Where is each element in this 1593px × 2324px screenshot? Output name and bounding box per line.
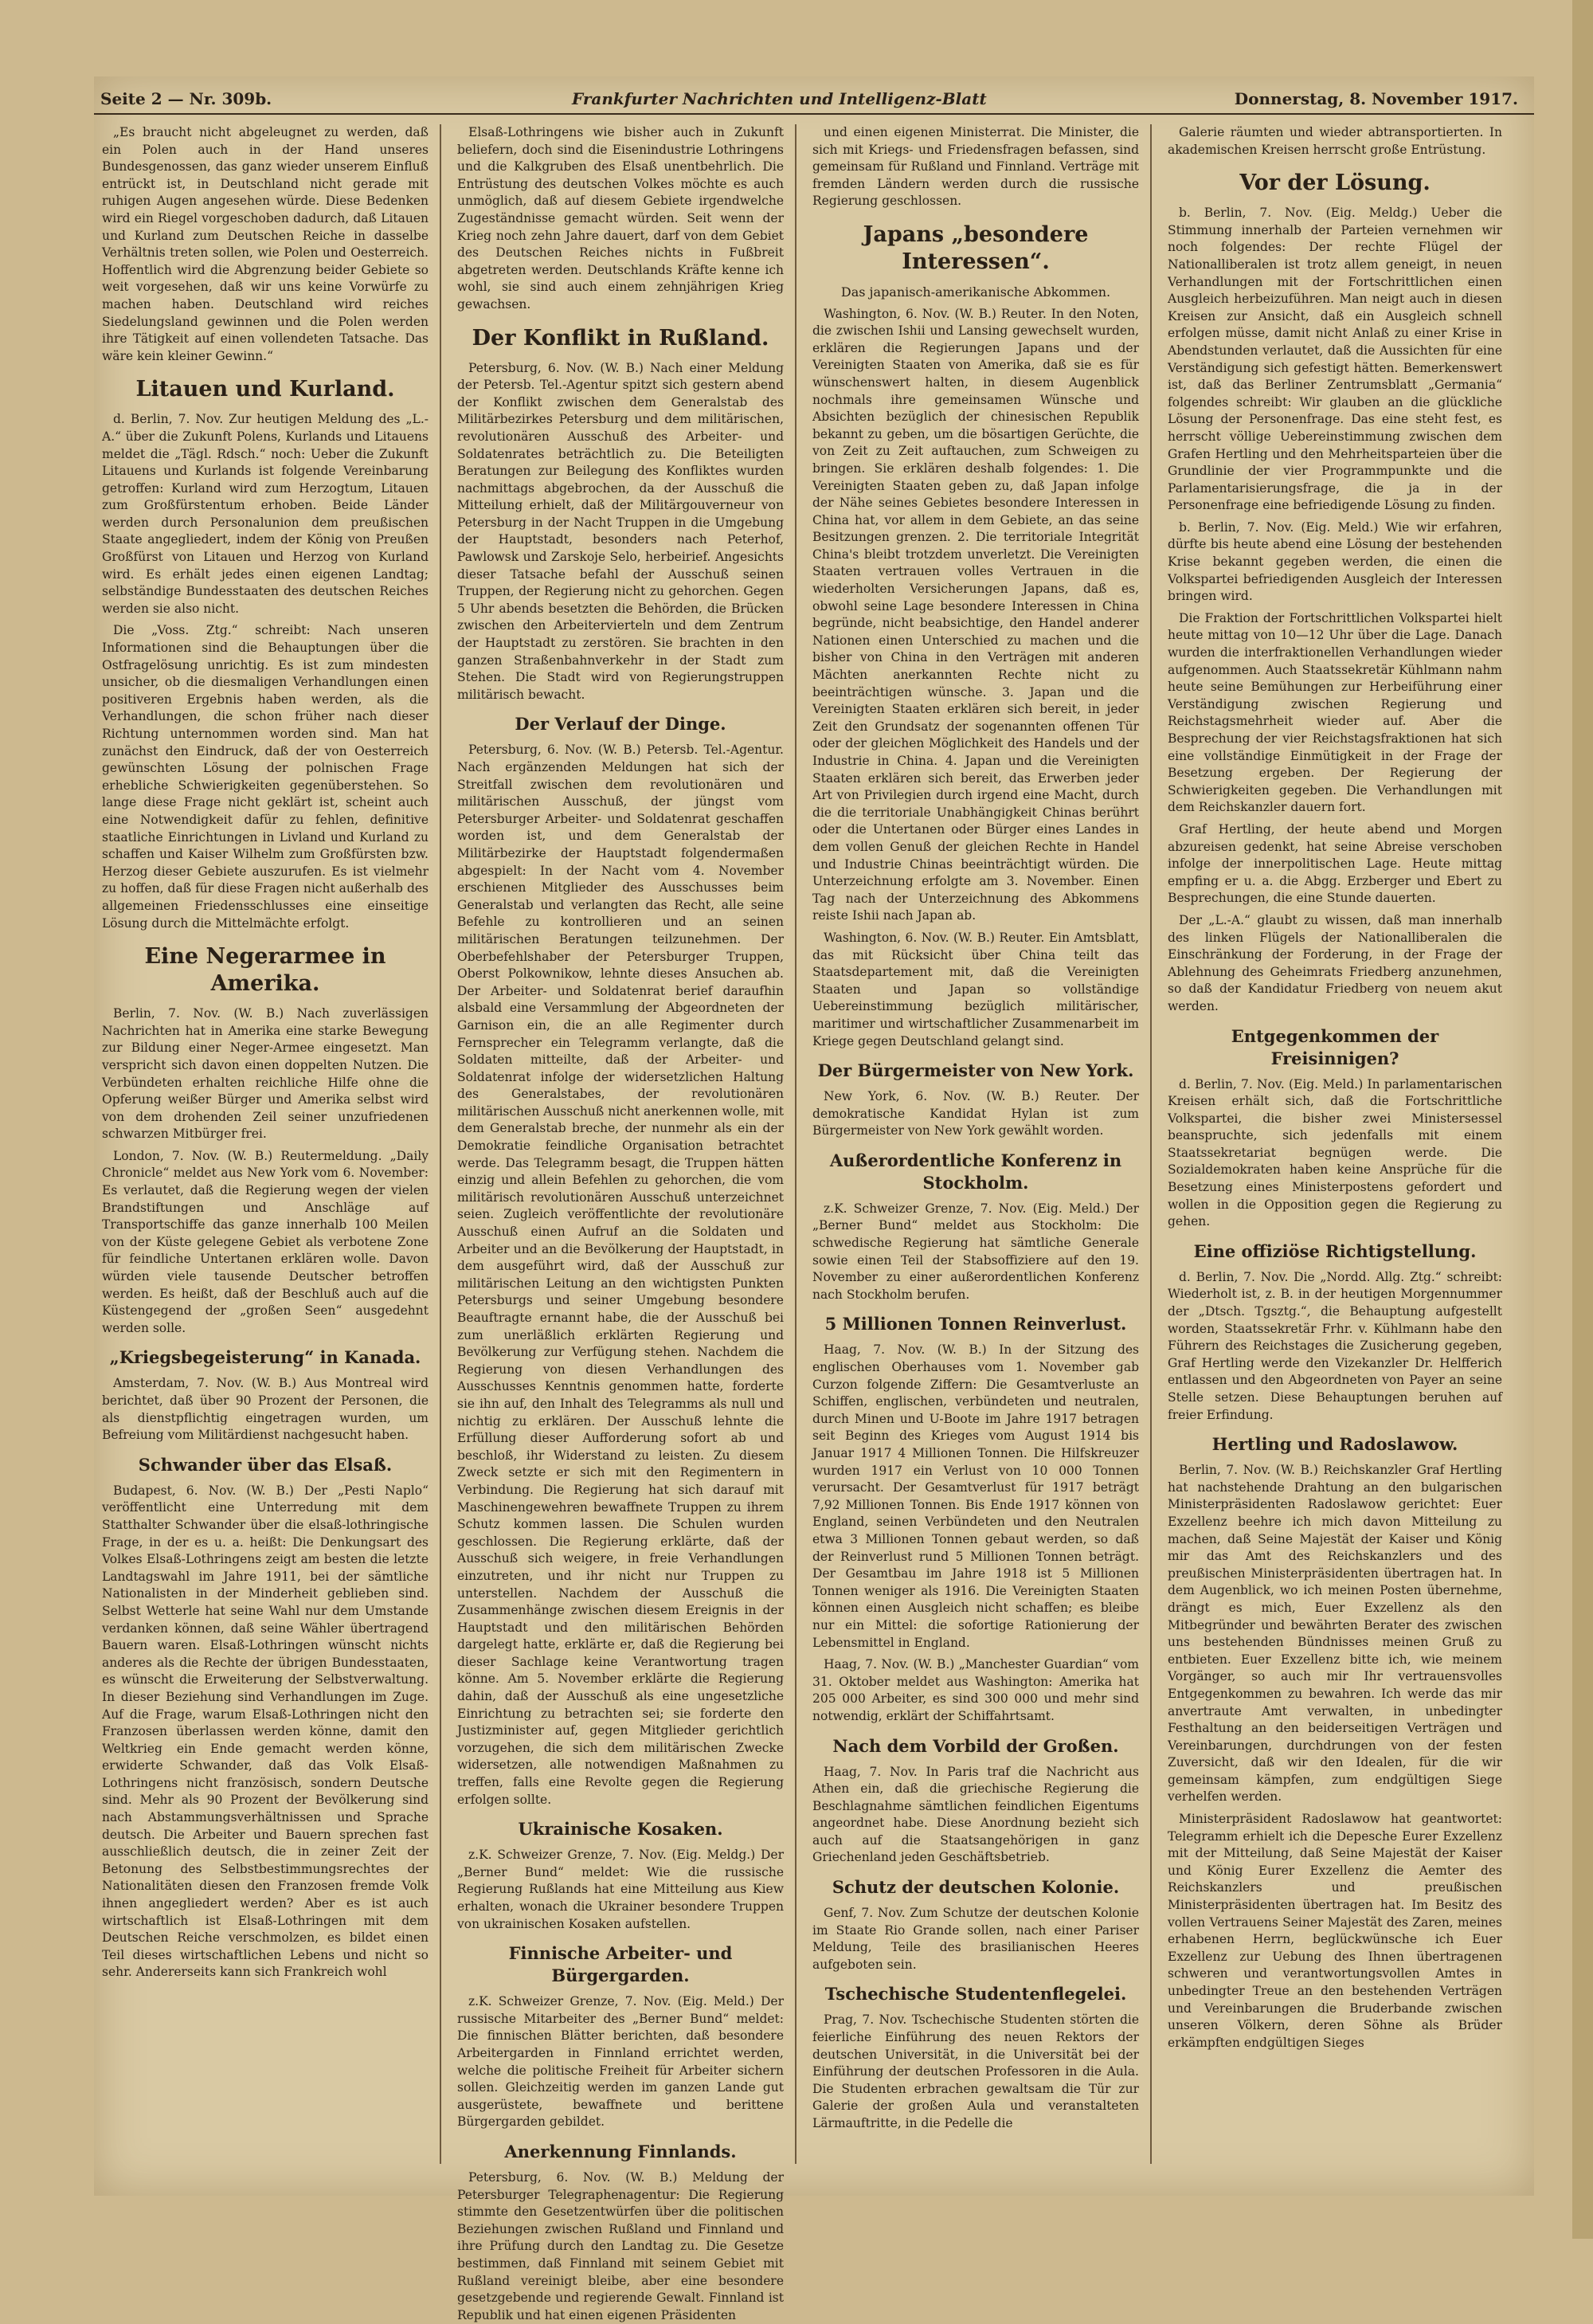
column-rule bbox=[795, 124, 796, 2164]
article-text: Graf Hertling, der heute abend und Morgen abzureisen gedenkt, hat seine Abreise verschoben infolge der innerpolitischen Lage. Heute mittag empfing er u. a. die Abgg. Erzberger und Ebert zu Besprechungen, die eine Stunde dauerten. bbox=[1168, 821, 1502, 906]
headline-japan: Japans „besondere Interessen“. bbox=[863, 221, 1089, 274]
headline-hertling: Hertling und Radoslawow. bbox=[1211, 1434, 1458, 1455]
column-2 bbox=[457, 124, 784, 2322]
article-text: Amsterdam, 7. Nov. (W. B.) Aus Montreal wird berichtet, daß über 90 Prozent der Personen, die als dienstpflichtig eingetragen wurden, um Befreiung vom Militärdienst nachgesucht haben. bbox=[102, 1376, 429, 1443]
page-number: Seite 2 — Nr. 309b. bbox=[100, 89, 272, 108]
headline-konflikt: Der Konflikt in Rußland. bbox=[472, 325, 769, 351]
article-text: Ministerpräsident Radoslawow hat geantwortet: Telegramm erhielt ich die Depesche Eurer Exzellenz mit der Mitteilung, daß Seine Majestät der Kaiser und König Eurer Exzellenz die Aemter des Reichskanzlers und preußischen Ministerpräsidenten übertragen hat. Im Besitz des vollen Vertrauens Seiner Majestät des Zaren, meines erhabenen Herrn, beglückwünsche ich Euer Exzellenz zur Uebung des Ihnen übertragenen schweren und verantwortungsvollen Amtes in unbedingter Treue an den bestehenden Verträgen und Vereinbarungen die Bruderbande zwischen unseren Völkern, deren Söhne als Brüder erkämpften endgültigen Sieges bbox=[1168, 1812, 1502, 2050]
article-text: Galerie räumten und wieder abtransportierten. In akademischen Kreisen herrscht große Entrüstung. bbox=[1168, 125, 1502, 157]
column-1 bbox=[102, 124, 429, 2180]
masthead-title: Frankfurter Nachrichten und Intelligenz-Blatt bbox=[572, 89, 987, 108]
headline-tonnen: 5 Millionen Tonnen Reinverlust. bbox=[824, 1314, 1127, 1334]
article-text: z.K. Schweizer Grenze, 7. Nov. (Eig. Meldg.) Der „Berner Bund“ meldet: Wie die russische Regierung Rußlands hat eine Mitteilung aus Kiew erhalten, wonach die Ukrainer besondere Truppen von ukrainischen Kosaken aufstellen. bbox=[457, 1848, 784, 1931]
running-header bbox=[94, 84, 1534, 115]
headline-schutz: Schutz der deutschen Kolonie. bbox=[832, 1877, 1120, 1898]
issue-date: Donnerstag, 8. November 1917. bbox=[1234, 89, 1518, 108]
article-text: b. Berlin, 7. Nov. (Eig. Meldg.) Ueber die Stimmung innerhalb der Parteien vernehmen wir noch folgendes: Der rechte Flügel der Nationalliberalen ist trotz allem geneigt, in neuen Verhandlungen mit der Fortschrittlichen einen Ausgleich herbeizuführen. Man neigt auch in diesen Kreisen zur Ansicht, daß ein Ausgleich schnell erfolgen müsse, damit nicht Anlaß zu einer Krise in Abendstunden verlautet, daß die Aussichten für eine Verständigung sich gefestigt hätten. Bemerkenswert ist, daß das Berliner Zentrumsblatt „Germania“ folgendes schreibt: Wir glauben an die glückliche Lösung der Personenfrage. Das eine steht fest, es herrscht völlige Uebereinstimmung zwischen dem Grafen Hertling und den Mehrheitsparteien über die Grundlinie der vier Programmpunkte und die Parlamentarisierungsfrage, die ja in der Personenfrage eine befriedigende Lösung zu finden. bbox=[1168, 206, 1502, 513]
article-text: Haag, 7. Nov. (W. B.) In der Sitzung des englischen Oberhauses vom 1. November gab Curzon folgende Ziffern: Die Gesamtverluste an Schiffen, englischen, verbündeten und neutralen, durch Minen und U-Boote im Jahre 1917 betragen seit Beginn des Krieges vom August 1914 bis Januar 1917 4 Millionen Tonnen. Die Hilfskreuzer wurden 1917 ein Verlust von 10 000 Tonnen verursacht. Der Gesamtverlust für 1917 beträgt 7,92 Millionen Tonnen. Bis Ende 1917 können von England, seinen Verbündeten und den Neutralen etwa 3 Millionen Tonnen gebaut werden, so daß der Reinverlust rund 5 Millionen Tonnen beträgt. Der Gesamtbau im Jahre 1918 ist 5 Millionen Tonnen weniger als 1916. Die Vereinigten Staaten können einen Ausgleich nicht schaffen; es bleibe nur ein Mittel: die sofortige Rationierung der Lebensmittel in England. bbox=[812, 1342, 1139, 1650]
article-text: b. Berlin, 7. Nov. (Eig. Meld.) Wie wir erfahren, dürfte bis heute abend eine Lösung der bestehenden Krise bekannt gegeben werden, die einen die Volkspartei befriedigenden Ausgleich der Interessen bringen wird. bbox=[1168, 519, 1502, 604]
headline-finnland-garden: Finnische Arbeiter- und Bürgergarden. bbox=[508, 1943, 733, 1986]
subheadline-japan: Das japanisch-amerikanische Abkommen. bbox=[840, 284, 1111, 300]
article-text: Petersburg, 6. Nov. (W. B.) Petersb. Tel.-Agentur. Nach ergänzenden Meldungen hat sich der Streitfall zwischen dem revolutionären und militärischen Ausschuß, der jüngst vom Petersburger Arbeiter- und Soldatenrat geschaffen worden ist, und dem Generalstab der Militärbezirke der Hauptstadt folgendermaßen abgespielt: In der Nacht vom 4. November erschienen Mitglieder des Ausschusses beim Generalstab und verlangten das Recht, alle seine Befehle zu kontrollieren und an seinen militärischen Beratungen teilzunehmen. Der Oberbefehlshaber der Petersburger Truppen, Oberst Polkownikow, lehnte dieses Ansuchen ab. Der Arbeiter- und Soldatenrat berief daraufhin alsbald eine Versammlung der Abgeordneten der Garnison ein, die an alle Regimenter durch Fernsprecher ein Telegramm verlangte, daß die Soldaten mitteilte, daß der Arbeiter- und Soldatenrat infolge der widersetzlichen Haltung des Generalstabes, der revolutionären militärischen Ausschuß nicht anerkennen wolle, mit dem Generalstab breche, der nunmehr als ein der Demokratie feindliche Organisation betrachtet werde. Das Telegramm besagt, die Truppen hätten einzig und allein Befehlen zu gehorchen, die vom militärisch revolutionären Ausschuß unterzeichnet seien. Zugleich veröffentlichte der revolutionäre Ausschuß einen Aufruf an die Soldaten und Arbeiter und an die Bevölkerung der Hauptstadt, in dem ausgeführt wird, daß der Ausschuß zur militärischen Leitung an den wichtigsten Punkten Petersburgs und seiner Umgebung besondere Beauftragte ernannt habe, die der Ausschuß bei zum unerläßlich erklärten Regierung und Bevölkerung zur Verfügung stehen. Nachdem die Regierung von diesen Verhandlungen des Ausschusses Kenntnis genommen hatte, forderte sie ihn auf, den Inhalt des Telegramms als null und nichtig zu erklären. Der Ausschuß lehnte die Erfüllung dieser Aufforderung sofort ab und beschloß, ihr Widerstand zu leisten. Zu diesem Zweck setzte er sich mit den Regimentern in Verbindung. Die Regierung hat sich darauf mit Maschinengewehren bewaffnete Truppen zu ihrem Schutz kommen lassen. Die Schulen wurden geschlossen. Die Regierung erklärte, daß der Ausschuß sich weigere, in freie Verhandlungen einzutreten, und ihr nicht nur Truppen zu unterstellen. Nachdem der Ausschuß die Zusammenhänge zwischen diesem Ereignis in der Hauptstadt und den militärischen Behörden dargelegt hatte, erklärte er, daß die Regierung bei dieser Sachlage keine Verantwortung tragen könne. Am 5. November erklärte die Regierung dahin, daß der Ausschuß als eine ungesetzliche Einrichtung zu betrachten sei; sie forderte den Justizminister auf, gegen Mitglieder gerichtlich vorzugehen, die sich dem militärischen Zwecke widersetzen, alle notwendigen Maßnahmen zu treffen, falls eine Revolte gegen die Regierung erfolgen sollte. bbox=[457, 743, 784, 1807]
article-text: z.K. Schweizer Grenze, 7. Nov. (Eig. Meld.) Der „Berner Bund“ meldet aus Stockholm: Die schwedische Regierung hat sämtliche Generale sowie einen Teil der Stabsoffiziere auf den 19. November zu einer außerordentlichen Konferenz nach Stockholm berufen. bbox=[812, 1201, 1139, 1302]
article-text: Haag, 7. Nov. (W. B.) „Manchester Guardian“ vom 31. Oktober meldet aus Washington: Amerika hat 205 000 Arbeiter, es sind 300 000 und mehr sind notwendig, erklärt der Schiffahrtsamt. bbox=[812, 1657, 1139, 1723]
headline-negerarmee: Eine Negerarmee in Amerika. bbox=[144, 944, 386, 997]
article-text: d. Berlin, 7. Nov. Zur heutigen Meldung des „L.-A.“ über die Zukunft Polens, Kurlands und Litauens meldet die „Tägl. Rdsch.“ noch: Ueber die Zukunft Litauens und Kurlands ist folgende Vereinbarung getroffen: Kurland wird zum Herzogtum, Litauen zum Großfürstentum erhoben. Beide Länder werden durch Personalunion dem preußischen Staate angegliedert, indem der König von Preußen Großfürst von Litauen und Herzog von Kurland wird. Es erhält jedes einen eigenen Landtag; selbständige Bundesstaaten des deutschen Reiches werden sie also nicht. bbox=[102, 412, 429, 616]
column-3 bbox=[812, 124, 1139, 2180]
article-text: Haag, 7. Nov. In Paris traf die Nachricht aus Athen ein, daß die griechische Regierung die Beschlagnahme sämtlichen feindlichen Eigentums angeordnet habe. Diese Anordnung bezieht sich auch auf die Staatsangehörigen in ganz Griechenland jeden Geschäftsbetrieb. bbox=[812, 1764, 1139, 1865]
newspaper-page bbox=[94, 76, 1534, 2322]
column-rule bbox=[440, 124, 441, 2164]
headline-verlauf: Der Verlauf der Dinge. bbox=[515, 714, 726, 735]
column-4 bbox=[1168, 124, 1502, 2180]
article-text: Genf, 7. Nov. Zum Schutze der deutschen Kolonie im Staate Rio Grande sollen, nach einer Pariser Meldung, Teile des brasilianischen Heeres aufgeboten sein. bbox=[812, 1906, 1139, 1972]
article-text: z.K. Schweizer Grenze, 7. Nov. (Eig. Meld.) Der russische Mitarbeiter des „Berner Bund“ meldet: Die finnischen Blätter berichten, daß besondere Arbeitergarden in Finnland errichtet werden, welche die politische Freiheit für Arbeiter sichern sollen. Gleichzeitig werden im ganzen Lande gut ausgerüstete, bewaffnete und berittene Bürgergarden gebildet. bbox=[457, 1994, 784, 2130]
article-text: Petersburg, 6. Nov. (W. B.) Nach einer Meldung der Petersb. Tel.-Agentur spitzt sich gestern abend der Konflikt zwischen dem Generalstab des Militärbezirkes Petersburg und dem militärischen, revolutionären Ausschuß des Arbeiter- und Soldatenrates beträchtlich zu. Die Beteiligten Beratungen zur Beilegung des Konfliktes wurden nachmittags abgebrochen, da der Ausschuß die Mitteilung erhielt, daß der Militärgouverneur von Petersburg in der Nacht Truppen in die Umgebung der Hauptstadt, besonders nach Peterhof, Pawlowsk und Zarskoje Selo, herbeirief. Angesichts dieser Tatsache befahl der Ausschuß seinen Truppen, der Regierung nicht zu gehorchen. Gegen 5 Uhr abends besetzten die Behörden, die Brücken zwischen den Arbeitervierteln und dem Zentrum der Hauptstadt zu zerstören. Sie brachten in den ganzen Straßenbahnverkehr in der Stadt zum Stehen. Die Stadt wird von Regierungstruppen militärisch bewacht. bbox=[457, 360, 784, 702]
article-text: Berlin, 7. Nov. (W. B.) Nach zuverlässigen Nachrichten hat in Amerika eine starke Bewegung zur Bildung einer Neger-Armee eingesetzt. Man verspricht sich davon einen doppelten Nutzen. Die Verbündeten erhalten reichliche Hilfe ohne die Opferung weißer Bürger und Amerika selbst wird von dem drohenden Zeil seiner unzufriedenen schwarzen Mitbürger frei. bbox=[102, 1006, 429, 1142]
headline-litauen: Litauen und Kurland. bbox=[135, 377, 395, 402]
article-text: Petersburg, 6. Nov. (W. B.) Meldung der Petersburger Telegraphenagentur: Die Regierung stimmte den Gesetzentwürfen über die politischen Beziehungen zwischen Rußland und Finnland und ihre Prüfung durch den Landtag zu. Die Gesetze bestimmen, daß Finnland mit seinem Gebiet mit Rußland vereinigt bleibe, aber eine besondere gesetzgebende und regierende Gewalt. Finnland ist Republik und hat einen eigenen Präsidenten bbox=[457, 2169, 784, 2322]
headline-schwander: Schwander über das Elsaß. bbox=[138, 1454, 393, 1475]
headline-ukraine: Ukrainische Kosaken. bbox=[518, 1819, 723, 1840]
article-text: Prag, 7. Nov. Tschechische Studenten störten die feierliche Einführung des neuen Rektors der deutschen Universität, in die Universität bei der Einführung der deutschen Professoren in die Aula. Die Studenten erbrachen gewaltsam die Tür zur Galerie der großen Aula und veranstalteten Lärmauftritte, in die Pedelle die bbox=[812, 2012, 1139, 2130]
binding-edge bbox=[1572, 0, 1593, 2239]
headline-freisinnige: Entgegenkommen der Freisinnigen? bbox=[1231, 1025, 1439, 1068]
article-text: Elsaß-Lothringens wie bisher auch in Zukunft beliefern, doch sind die Eisenindustrie Lothringens und die Kalkgruben des Elsaß unentbehrlich. Die Entrüstung des deutschen Volkes möchte es auch unmöglich, daß auf diesem Gebiete irgendwelche Zugeständnisse gemacht würden. Seit wenn der Krieg noch zehn Jahre dauert, darf von dem Gebiet des Deutschen Reiches nichts in Fußbreit abgetreten werden. Deutschlands Kräfte kenne ich wohl, sie sind auch einem zehnjährigen Krieg gewachsen. bbox=[457, 125, 784, 312]
article-text: Washington, 6. Nov. (W. B.) Reuter. Ein Amtsblatt, das mit Rücksicht über China teilt das Staatsdepartement mit, daß die Vereinigten Staaten und Japan so vollständige Uebereinstimmung bezüglich militärischer, maritimer und wirtschaftlicher Zusammenarbeit im Kriege gegen Deutschland gelangt sind. bbox=[812, 930, 1139, 1048]
article-text: „Es braucht nicht abgeleugnet zu werden, daß ein Polen auch in der Hand unseres Bundesgenossen, das ganz wieder unserem Einfluß entrückt ist, in Deutschland nicht gerade mit ruhigen Augen angesehen würde. Diese Bedenken wird ein Riegel vorgeschoben dadurch, daß Litauen und Kurland zum Deutschen Reiche in dasselbe Verhältnis treten sollen, wie Polen und Oesterreich. Hoffentlich wird die Abgrenzung beider Gebiete so weit vorgesehen, daß wir uns keine Vorwürfe zu machen haben. Deutschland wird reiches Siedelungsland gewinnen und die Polen werden ihre Tätigkeit auf einen vollendeten Tatsache. Das wäre kein kleiner Gewinn.“ bbox=[102, 125, 429, 363]
column-rule bbox=[1150, 124, 1152, 2164]
headline-loesung: Vor der Lösung. bbox=[1239, 170, 1431, 196]
headline-richtigstellung: Eine offiziöse Richtigstellung. bbox=[1193, 1240, 1477, 1261]
article-text: Die Fraktion der Fortschrittlichen Volkspartei hielt heute mittag von 10—12 Uhr über die Lage. Danach wurden die interfraktionellen Verhandlungen wieder aufgenommen. Auch Staatssekretär Kühlmann nahm heute seine Bemühungen zur Herbeiführung einer Verständigung zwischen Regierung und Reichstagsmehrheit wieder auf. Aber die Besprechung der vier Reichstagsfraktionen hat sich eine vollständige Einmütigkeit in der Frage der Besetzung ergeben. Der Regierung der Schwierigkeiten gegeben. Die Verhandlungen mit dem Reichskanzler dauern fort. bbox=[1168, 610, 1502, 815]
article-text: London, 7. Nov. (W. B.) Reutermeldung. „Daily Chronicle“ meldet aus New York vom 6. November: Es verlautet, daß die Regierung wegen der vielen Brandstiftungen und Anschläge auf Transportschiffe das ganze innerhalb 100 Meilen von der Küste gelegene Gebiet als verbotene Zone für feindliche Untertanen erklären wolle. Davon würden viele tausende Deutscher betroffen werden. Es heißt, daß der Beschluß auch auf die Küstengegend der „großen Seen“ ausgedehnt werden solle. bbox=[102, 1148, 429, 1335]
headline-new-york: Der Bürgermeister von New York. bbox=[817, 1060, 1134, 1081]
article-text: Die „Voss. Ztg.“ schreibt: Nach unseren Informationen sind die Behauptungen über die Ostfragelösung unrichtig. Es ist zum mindesten unsicher, ob die diesmaligen Verhandlungen einen positiveren Ergebnis haben werden, als die Verhandlungen, die schon früher nach dieser Richtung unternommen worden sind. Man hat zunächst den Eindruck, daß der von Oesterreich gewünschten Lösung der polnischen Frage erhebliche Schwierigkeiten gegenüberstehen. So lange diese Frage nicht geklärt ist, scheint auch eine Notwendigkeit dafür zu fehlen, definitive staatliche Einrichtungen in Livland und Kurland zu schaffen und Kaiser Wilhelm zum Großfürsten bzw. Herzog dieser Gebiete auszurufen. Es ist vielmehr zu hoffen, daß für diese Fragen nicht außerhalb des allgemeinen Friedensschlusses eine einseitige Lösung durch die Mittelmächte erfolgt. bbox=[102, 623, 429, 931]
article-text: Washington, 6. Nov. (W. B.) Reuter. In den Noten, die zwischen Ishii und Lansing gewechselt wurden, erklären die Regierungen Japans und der Vereinigten Staaten von Amerika, daß sie es für wünschenswert halten, in diesem Augenblick nochmals ihre gemeinsamen Wünsche und Absichten bezüglich der chinesischen Republik bekannt zu geben, um die bösartigen Gerüchte, die von Zeit zu Zeit auftauchen, zum Schweigen zu bringen. Sie erklären deshalb folgendes: 1. Die Vereinigten Staaten geben zu, daß Japan infolge der Nähe seines Gebietes besondere Interessen in China hat, vor allem in dem Gebiete, an das seine Besitzungen grenzen. 2. Die territoriale Integrität China's bleibt trotzdem unverletzt. Die Vereinigten Staaten vertrauen volles Vertrauen in die wiederholten Versicherungen Japans, daß es, obwohl seine Lage besondere Interessen in China begründe, nicht beabsichtige, den Handel anderer Nationen einen Unterschied zu machen und die bisher von China in den Verträgen mit anderen Mächten anerkannten Rechte nicht zu beeinträchtigen wünsche. 3. Japan und die Vereinigten Staaten erklären sich bereit, in jeder Zeit den Grundsatz der sogenannten offenen Tür oder der gleichen Möglichkeit des Handels und der Industrie in China. 4. Japan und die Vereinigten Staaten erklären sich bereit, das Erwerben jeder Art von Privilegien durch irgend eine Macht, durch die die territoriale Unabhängigkeit Chinas berührt oder die Untertanen oder Bürger eines Landes in dem vollen Genuß der gleichen Rechte in Handel und Industrie Chinas beeinträchtigt würden. Die Unterzeichnung erfolgte am 3. November. Einen Tag nach der Unterzeichnung des Abkommens reiste Ishii nach Japan ab. bbox=[812, 306, 1139, 923]
article-text: Budapest, 6. Nov. (W. B.) Der „Pesti Naplo“ veröffentlicht eine Unterredung mit dem Statthalter Schwander über die elsaß-lothringische Frage, in der es u. a. heißt: Die Denkungsart des Volkes Elsaß-Lothringens zeigt am besten die letzte Landtagswahl im Jahre 1911, bei der sämtliche Nationalisten in der Minderheit geblieben sind. Selbst Wetterle hat seine Wahl nur dem Umstande verdanken können, daß seine Wähler übertragend Bauern waren. Elsaß-Lothringen wünscht nichts anderes als die Rechte der übrigen Bundesstaaten, es wünscht die Erweiterung der Selbstverwaltung. In dieser Beziehung sind Verhandlungen im Zuge. Auf die Frage, warum Elsaß-Lothringen nicht den Franzosen überlassen werden könne, damit den Weltkrieg ein Ende gemacht werden könne, erwiderte Schwander, daß das Volk Elsaß-Lothringens nicht französisch, sondern Deutsche sind. Mehr als 90 Prozent der Bevölkerung sind nach Abstammungsverhältnissen und Sprache deutsch. Die Arbeiter und Bauern sprechen fast ausschließlich deutsch, die in zeiner Zeit der Betonung des Selbstbestimmungsrechtes der Nationalitäten diesen den Franzosen fremde Volk ihnen angegliedert werden? Aber es ist auch wirtschaftlich ist Elsaß-Lothringen mit dem Deutschen Reiche verschmolzen, es bildet einen Teil dieses wirtschaftlichen Lebens und nicht so sehr. Andererseits kann sich Frankreich wohl bbox=[102, 1483, 429, 1980]
headline-vorbild: Nach dem Vorbild der Großen. bbox=[832, 1735, 1119, 1756]
headline-anerkennung: Anerkennung Finnlands. bbox=[504, 2141, 737, 2161]
article-text: d. Berlin, 7. Nov. (Eig. Meld.) In parlamentarischen Kreisen erhält sich, daß die Fortschrittliche Volkspartei, die bisher zwei Ministersessel beanspruchte, sich jedenfalls mit einem Staatssekretariat begnügen werde. Die Sozialdemokraten haben keine Ansprüche für die Besetzung eines Ministerpostens gefordert und wollen in die Opposition gegen die Regierung zu gehen. bbox=[1168, 1076, 1502, 1229]
article-text: Der „L.-A.“ glaubt zu wissen, daß man innerhalb des linken Flügels der Nationalliberalen die Einschränkung der Forderung, in der Frage der Ablehnung des Geheimrats Friedberg anzunehmen, so daß der Kandidatur Friedberg von neuem akut werden. bbox=[1168, 912, 1502, 1013]
headline-stockholm: Außerordentliche Konferenz in Stockholm. bbox=[829, 1150, 1122, 1193]
article-text: New York, 6. Nov. (W. B.) Reuter. Der demokratische Kandidat Hylan ist zum Bürgermeister von New York gewählt worden. bbox=[812, 1089, 1139, 1138]
article-text: Berlin, 7. Nov. (W. B.) Reichskanzler Graf Hertling hat nachstehende Drahtung an den bulgarischen Ministerpräsidenten Radoslawow gerichtet: Euer Exzellenz beehre ich mich davon Mitteilung zu machen, daß Seine Majestät der Kaiser und König mir das Amt des Reichskanzlers und des preußischen Ministerpräsidenten übertragen hat. In dem Augenblick, wo ich meinen Posten übernehme, drängt es mich, Euer Exzellenz als den Mitbegründer und bewährten Berater des zwischen uns bestehenden Bündnisses meinen Gruß zu entbieten. Euer Exzellenz bitte ich, wie meinem Vorgänger, so auch mir Ihr vertrauensvolles Entgegenkommen zu bewahren. Ich werde das mir anvertraute Amt verwalten, in unbedingter Festhaltung an den beiderseitigen Verträgen und Vereinbarungen, durchdrungen von der festen Zuversicht, daß wir den Idealen, für die wir gemeinsam kämpfen, zum endgültigen Siege verhelfen werden. bbox=[1168, 1463, 1502, 1805]
headline-studenten: Tschechische Studentenflegelei. bbox=[824, 1984, 1127, 2005]
headline-kanada: „Kriegsbegeisterung“ in Kanada. bbox=[109, 1347, 421, 1368]
article-text: und einen eigenen Ministerrat. Die Minister, die sich mit Kriegs- und Friedensfragen befassen, sind gemeinsam für Rußland und Finnland. Verträge mit fremden Ländern werden durch die russische Regierung geschlossen. bbox=[812, 125, 1139, 209]
article-text: d. Berlin, 7. Nov. Die „Nordd. Allg. Ztg.“ schreibt: Wiederholt ist, z. B. in der heutigen Morgennummer der „Dtsch. Tgsztg.“, die Behauptung aufgestellt worden, Staatssekretär Frhr. v. Kühlmann habe den Führern des Reichstages die Zusicherung gegeben, Graf Hertling werde den Vizekanzler Dr. Helfferich entlassen und den Abgeordneten von Payer an seine Stelle setzen. Diese Behauptungen beruhen auf freier Erfindung. bbox=[1168, 1269, 1502, 1422]
